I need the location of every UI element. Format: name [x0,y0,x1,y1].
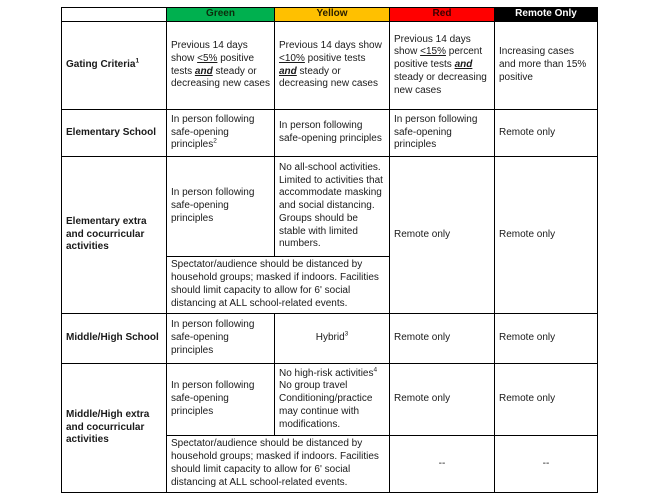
mh-spectator-note: Spectator/audience should be distanced by household groups; masked if indoors. Facilities should limit capacity to allow for 6' social distancing at ALL school-related events. [167,436,390,493]
row-middle-high-school [62,314,598,364]
middle-high-green-cell: In person following safe-opening principles [167,314,275,364]
middle-high-school-label: Middle/High School [62,314,167,364]
elementary-extra-label: Elementary extra and cocurricular activities [62,157,167,314]
elementary-yellow-cell: In person following safe-opening principles [275,110,390,157]
elem-extra-yellow-cell: No all-school activities. Limited to activities that accommodate masking and social distancing. Groups should be stable with limited numbers. [275,157,390,257]
elementary-red-cell: In person following safe-opening principles [390,110,495,157]
elementary-remote-cell: Remote only [495,110,598,157]
header-row [62,8,598,22]
gating-green-cell: Previous 14 days show <5% positive tests and steady or decreasing new cases [167,22,275,110]
mh-extra-yellow-cell: No high-risk activities$^4$ No group travel Conditioning/practice may continue with modifications. [275,364,390,436]
elem-spectator-note: Spectator/audience should be distanced by household groups; masked if indoors. Facilities should limit capacity to allow for 6' social distancing at ALL school-related events. [167,257,390,314]
elem-extra-green-cell: In person following safe-opening principles [167,157,275,257]
elem-extra-red-cell: Remote only [390,157,495,314]
elementary-school-label: Elementary School [62,110,167,157]
row-gating-criteria [62,22,598,110]
mh-extra-green-cell: In person following safe-opening principles [167,364,275,436]
mh-extra-red-cell: Remote only [390,364,495,436]
row-middle-high-extra [62,364,598,436]
row-elementary-extra [62,157,598,257]
header-green: Green [167,8,275,22]
reopening-guidelines-table [61,7,598,493]
middle-high-yellow-cell: Hybrid$^3$ [275,314,390,364]
middle-high-red-cell: Remote only [390,314,495,364]
gating-yellow-cell: Previous 14 days show <10% positive tests and steady or decreasing new cases [275,22,390,110]
gating-criteria-label: Gating Criteria$^1$ [62,22,167,110]
elementary-green-cell: In person following safe-opening principles$^2$ [167,110,275,157]
elem-extra-remote-cell: Remote only [495,157,598,314]
header-remote-only: Remote Only [495,8,598,22]
mh-spectator-remote-dash: -- [495,436,598,493]
mh-extra-remote-cell: Remote only [495,364,598,436]
mh-spectator-red-dash: -- [390,436,495,493]
gating-remote-cell: Increasing cases and more than 15% positive [495,22,598,110]
middle-high-remote-cell: Remote only [495,314,598,364]
middle-high-extra-label: Middle/High extra and cocurricular activities [62,364,167,493]
row-elementary-school [62,110,598,157]
header-blank-cell [62,8,167,22]
header-red: Red [390,8,495,22]
header-yellow: Yellow [275,8,390,22]
gating-red-cell: Previous 14 days show <15% percent positive tests and steady or decreasing new cases [390,22,495,110]
